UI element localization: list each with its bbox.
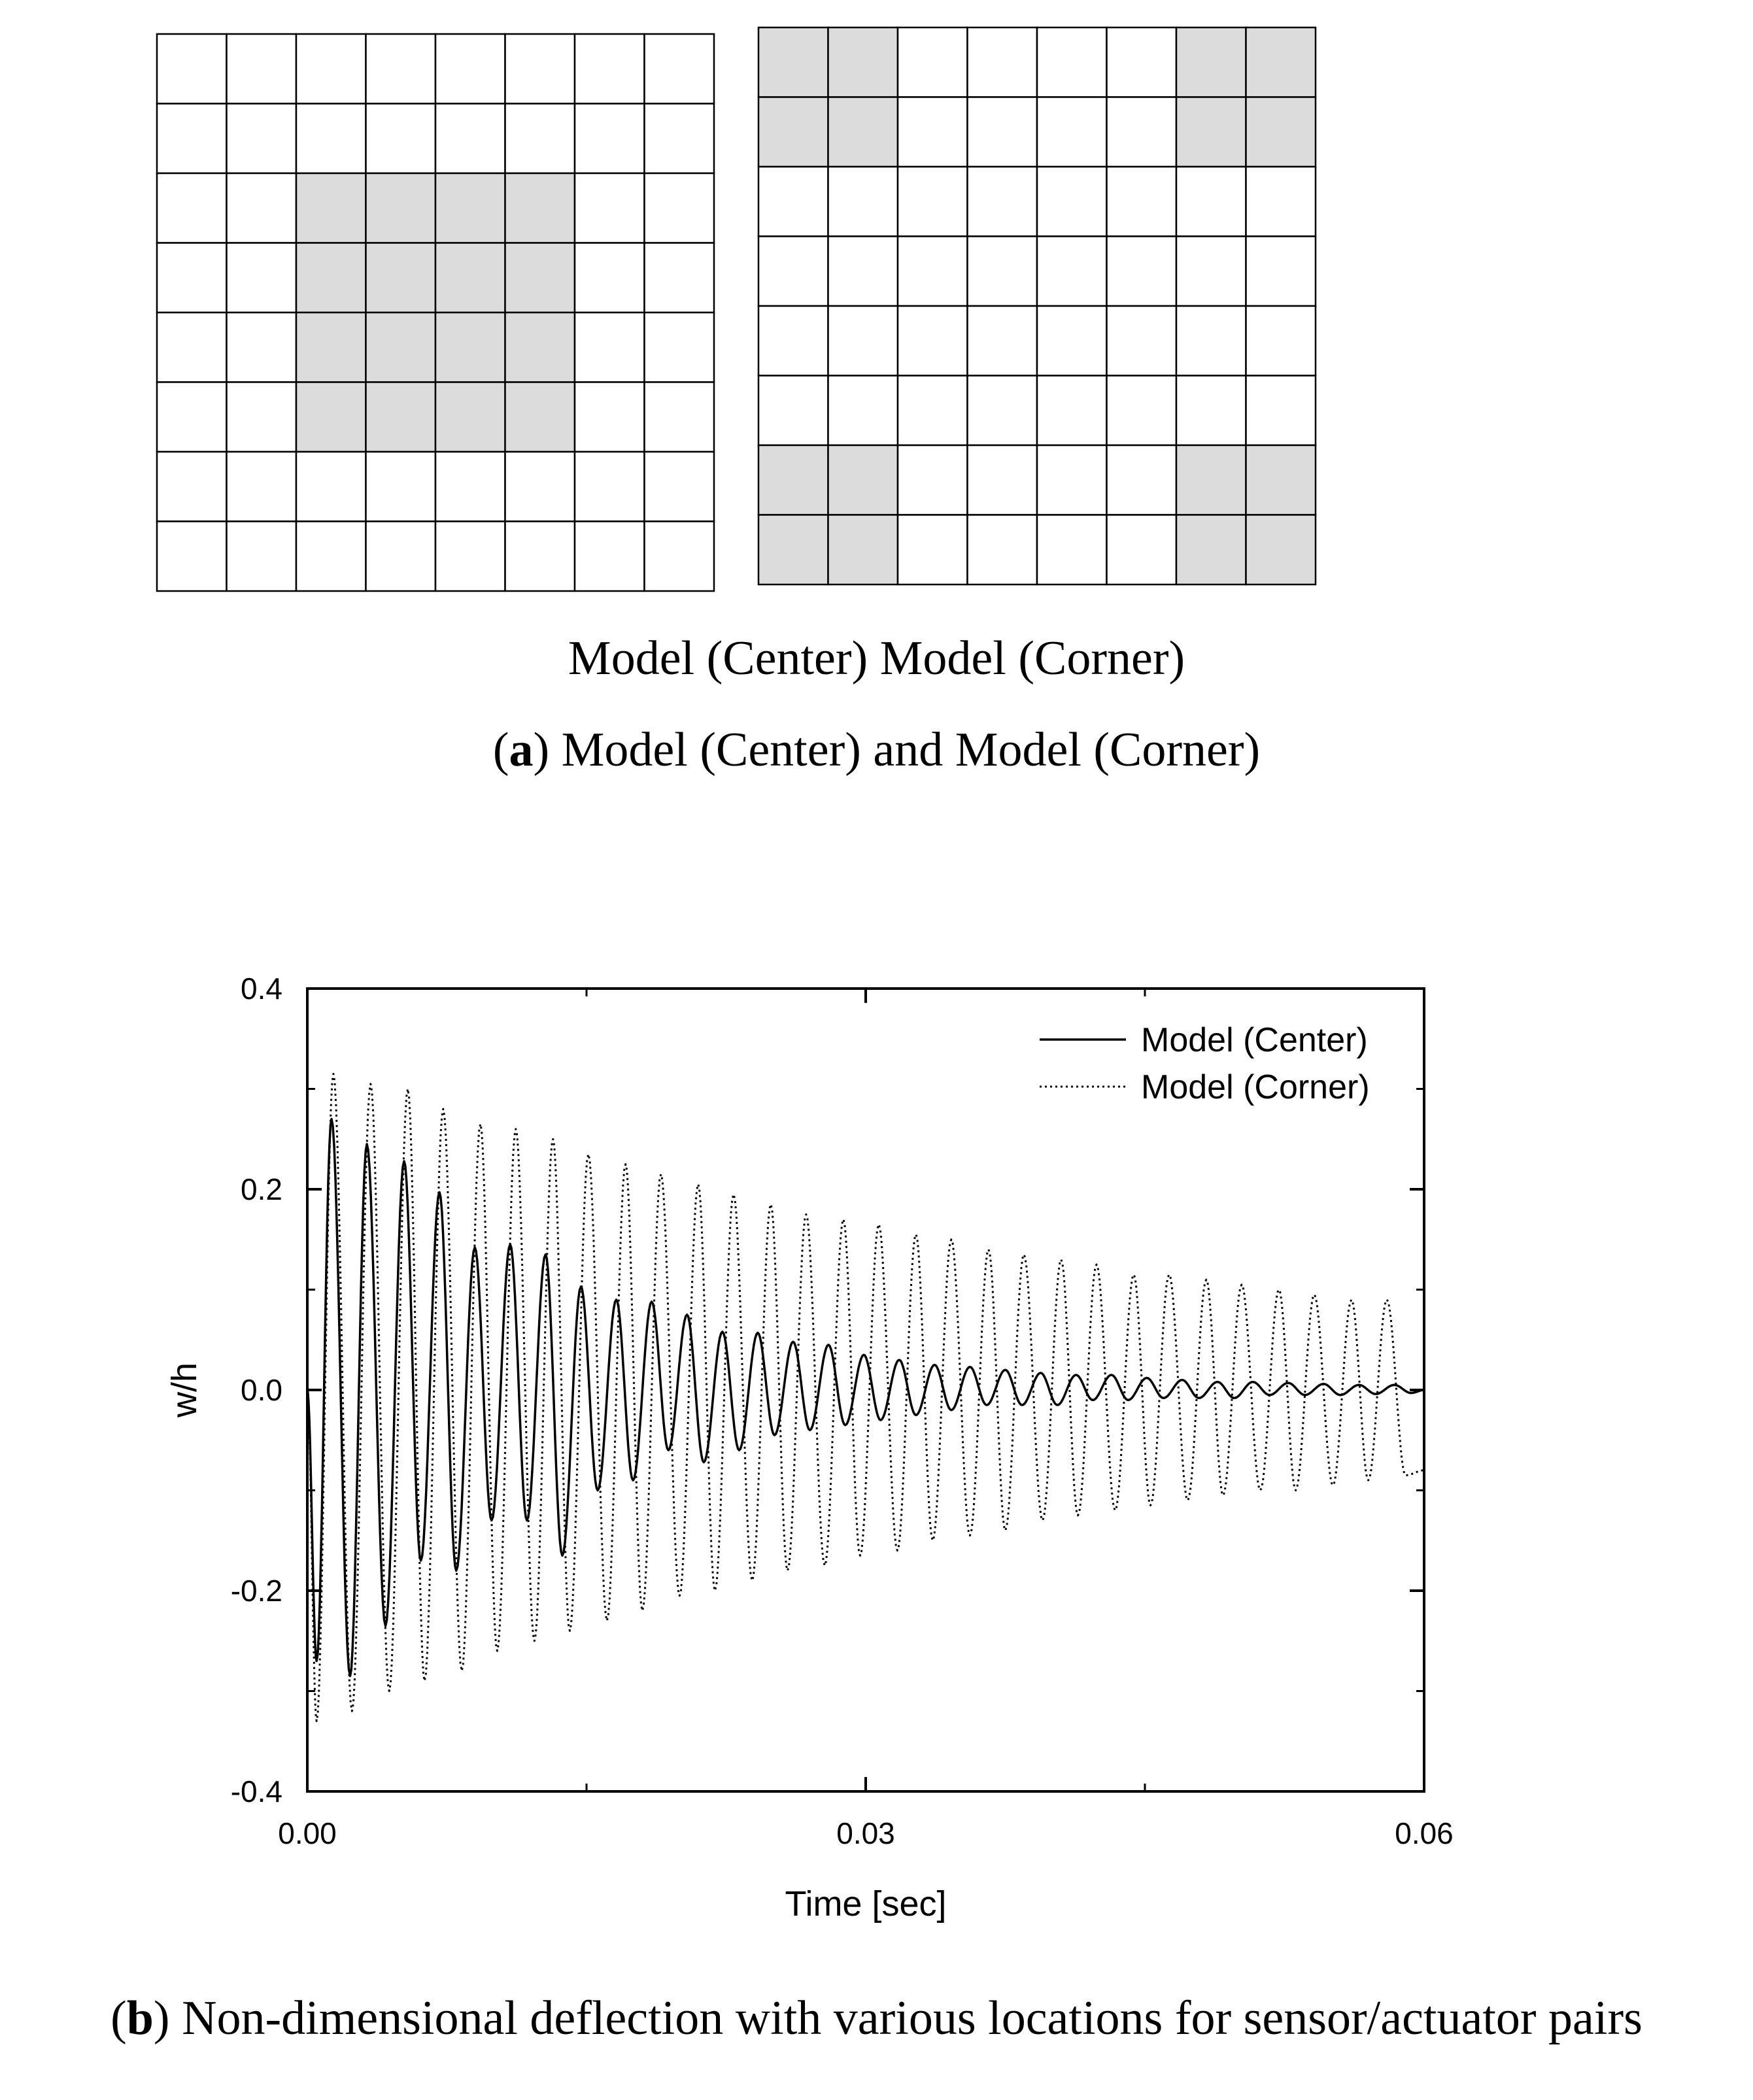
x-tick-label: 0.03 <box>836 1816 895 1850</box>
y-tick-label: -0.2 <box>230 1574 282 1608</box>
grid-cell <box>645 34 715 104</box>
caption-a-text: Model (Center) and Model (Corner) <box>549 723 1261 777</box>
grid-cell <box>645 173 715 243</box>
plot-frame <box>307 989 1424 1791</box>
grid-cell <box>366 522 436 592</box>
grid-cell <box>435 313 505 382</box>
legend-label: Model (Corner) <box>1141 1068 1370 1106</box>
grid-cell <box>435 522 505 592</box>
grid-cell <box>157 313 227 382</box>
grid-cell <box>828 27 898 97</box>
grid-cell <box>157 104 227 174</box>
grid-cell <box>1107 237 1177 307</box>
grid-cell <box>505 452 575 522</box>
grid-cell <box>157 452 227 522</box>
grid-cell <box>828 306 898 376</box>
grid-cell <box>968 515 1038 585</box>
grid-cell <box>505 522 575 592</box>
grid-cell <box>296 313 366 382</box>
grid-cell <box>1037 237 1107 307</box>
grid-model-center <box>157 34 714 591</box>
y-tick-label: 0.4 <box>241 972 282 1006</box>
grid-cell <box>1176 167 1246 237</box>
grid-cell <box>296 243 366 313</box>
caption-a-letter: a <box>509 723 534 777</box>
grid-cell <box>1107 376 1177 446</box>
chart-series <box>307 1074 1424 1721</box>
grid-cell <box>296 452 366 522</box>
grid-cell <box>366 104 436 174</box>
grid-cell <box>1037 97 1107 167</box>
grid-cell <box>898 376 968 446</box>
grid-cell <box>758 306 828 376</box>
deflection-chart <box>0 915 1753 1935</box>
caption-b: (b) Non-dimensional deflection with various locations for sensor/actuator pairs <box>111 1991 1642 2045</box>
grid-cell <box>758 445 828 515</box>
grid-cell <box>1246 167 1316 237</box>
grid-cell <box>227 313 297 382</box>
grid-cell <box>296 173 366 243</box>
grid-cell <box>1176 445 1246 515</box>
grid-cell <box>435 173 505 243</box>
grid-cell <box>828 515 898 585</box>
grid-cell <box>366 313 436 382</box>
grid-cell <box>505 313 575 382</box>
grid-cell <box>505 104 575 174</box>
grid-cell <box>505 243 575 313</box>
grid-cell <box>898 167 968 237</box>
grid-cell <box>227 104 297 174</box>
grid-cell <box>968 27 1038 97</box>
grid-cell <box>157 382 227 452</box>
grid-cell <box>645 522 715 592</box>
grid-cell <box>1107 445 1177 515</box>
grid-cell <box>296 104 366 174</box>
grid-cell <box>575 522 645 592</box>
grid-cell <box>758 515 828 585</box>
grid-cell <box>366 452 436 522</box>
grid-cell <box>575 382 645 452</box>
grid-cell <box>758 167 828 237</box>
grid-cell <box>227 243 297 313</box>
grid-cell <box>505 34 575 104</box>
grid-cell <box>645 382 715 452</box>
grid-cell <box>1107 306 1177 376</box>
grid-cell <box>645 452 715 522</box>
grid-cell <box>828 445 898 515</box>
y-axis-title: w/h <box>165 1362 204 1418</box>
grid-cell <box>1037 27 1107 97</box>
caption-a: (a) Model (Center) and Model (Corner) <box>492 723 1261 777</box>
grid-cell <box>575 243 645 313</box>
grid-cell <box>435 34 505 104</box>
grid-cell <box>898 97 968 167</box>
grid-cell <box>1176 27 1246 97</box>
grid-cell <box>366 173 436 243</box>
grid-cell <box>1107 27 1177 97</box>
grid-cell <box>1107 515 1177 585</box>
x-tick-label: 0.00 <box>278 1816 337 1850</box>
grid-cell <box>157 522 227 592</box>
grid-cell <box>575 452 645 522</box>
grid-cell <box>968 237 1038 307</box>
grid-cell <box>968 376 1038 446</box>
grid-cell <box>1037 376 1107 446</box>
grid-cell <box>1246 97 1316 167</box>
grid-cell <box>366 243 436 313</box>
y-tick-label: 0.0 <box>241 1373 282 1407</box>
grid-cell <box>968 167 1038 237</box>
grid-cell <box>1246 237 1316 307</box>
grid-cell <box>1246 445 1316 515</box>
grid-cell <box>828 237 898 307</box>
grid-cell <box>157 34 227 104</box>
grid-cell <box>1246 515 1316 585</box>
grid-cell <box>1107 167 1177 237</box>
element-grids <box>0 0 1753 615</box>
grid-cell <box>758 376 828 446</box>
grid-cell <box>1176 237 1246 307</box>
grid-cell <box>1176 97 1246 167</box>
grid-cell <box>1107 97 1177 167</box>
grid-cell <box>1246 306 1316 376</box>
grid-model-corner <box>758 27 1316 584</box>
series-line-model-center <box>307 1119 1424 1676</box>
grid-cell <box>1176 515 1246 585</box>
grid-cell <box>435 243 505 313</box>
grid-cell <box>575 313 645 382</box>
grid-cell <box>227 522 297 592</box>
grid-cell <box>645 243 715 313</box>
legend-label: Model (Center) <box>1141 1021 1368 1059</box>
grid-cell <box>505 382 575 452</box>
grid-cell <box>157 173 227 243</box>
grid-cell <box>366 382 436 452</box>
grid-cell <box>435 452 505 522</box>
grid-cell <box>296 382 366 452</box>
grid-cell <box>645 104 715 174</box>
grid-cell <box>1246 27 1316 97</box>
y-tick-label: -0.4 <box>230 1774 282 1808</box>
grid-cell <box>1037 167 1107 237</box>
grid-cell <box>227 452 297 522</box>
grid-cell <box>645 313 715 382</box>
grid-cell <box>1246 376 1316 446</box>
series-line-model-corner <box>307 1074 1424 1721</box>
grid-cell <box>227 382 297 452</box>
grid-cell <box>505 173 575 243</box>
grid-cell <box>758 27 828 97</box>
grid-cell <box>968 306 1038 376</box>
y-tick-label: 0.2 <box>241 1172 282 1206</box>
grid-cell <box>898 306 968 376</box>
grid-cell <box>828 376 898 446</box>
grid-cell <box>898 515 968 585</box>
grid-cell <box>758 97 828 167</box>
grid-cell <box>828 97 898 167</box>
grid-cell <box>575 104 645 174</box>
grid-cell <box>1176 306 1246 376</box>
grid-cell <box>968 97 1038 167</box>
grid-cell <box>898 445 968 515</box>
grid-cell <box>898 27 968 97</box>
grid-cell <box>296 522 366 592</box>
grid-cell <box>1037 445 1107 515</box>
caption-b-letter: b <box>126 1991 154 2045</box>
grid-cell <box>157 243 227 313</box>
caption-b-text: Non-dimensional deflection with various locations for sensor/actuator pairs <box>169 1991 1642 2045</box>
x-tick-label: 0.06 <box>1395 1816 1454 1850</box>
grid-cell <box>828 167 898 237</box>
x-axis-title: Time [sec] <box>785 1884 947 1923</box>
grid-cell <box>227 34 297 104</box>
grid-cell <box>366 34 436 104</box>
grid-cell <box>1037 515 1107 585</box>
grid-cell <box>435 104 505 174</box>
grid-cell <box>1037 306 1107 376</box>
grid-cell <box>227 173 297 243</box>
grid-cell <box>1176 376 1246 446</box>
chart-legend <box>1040 1021 1370 1106</box>
grid-cell <box>575 34 645 104</box>
grid-cell <box>435 382 505 452</box>
grid-cell <box>575 173 645 243</box>
grid-cell <box>758 237 828 307</box>
grid-cell <box>968 445 1038 515</box>
grid-cell <box>898 237 968 307</box>
grid-cell <box>296 34 366 104</box>
model-labels: Model (Center) Model (Corner) <box>568 632 1185 685</box>
